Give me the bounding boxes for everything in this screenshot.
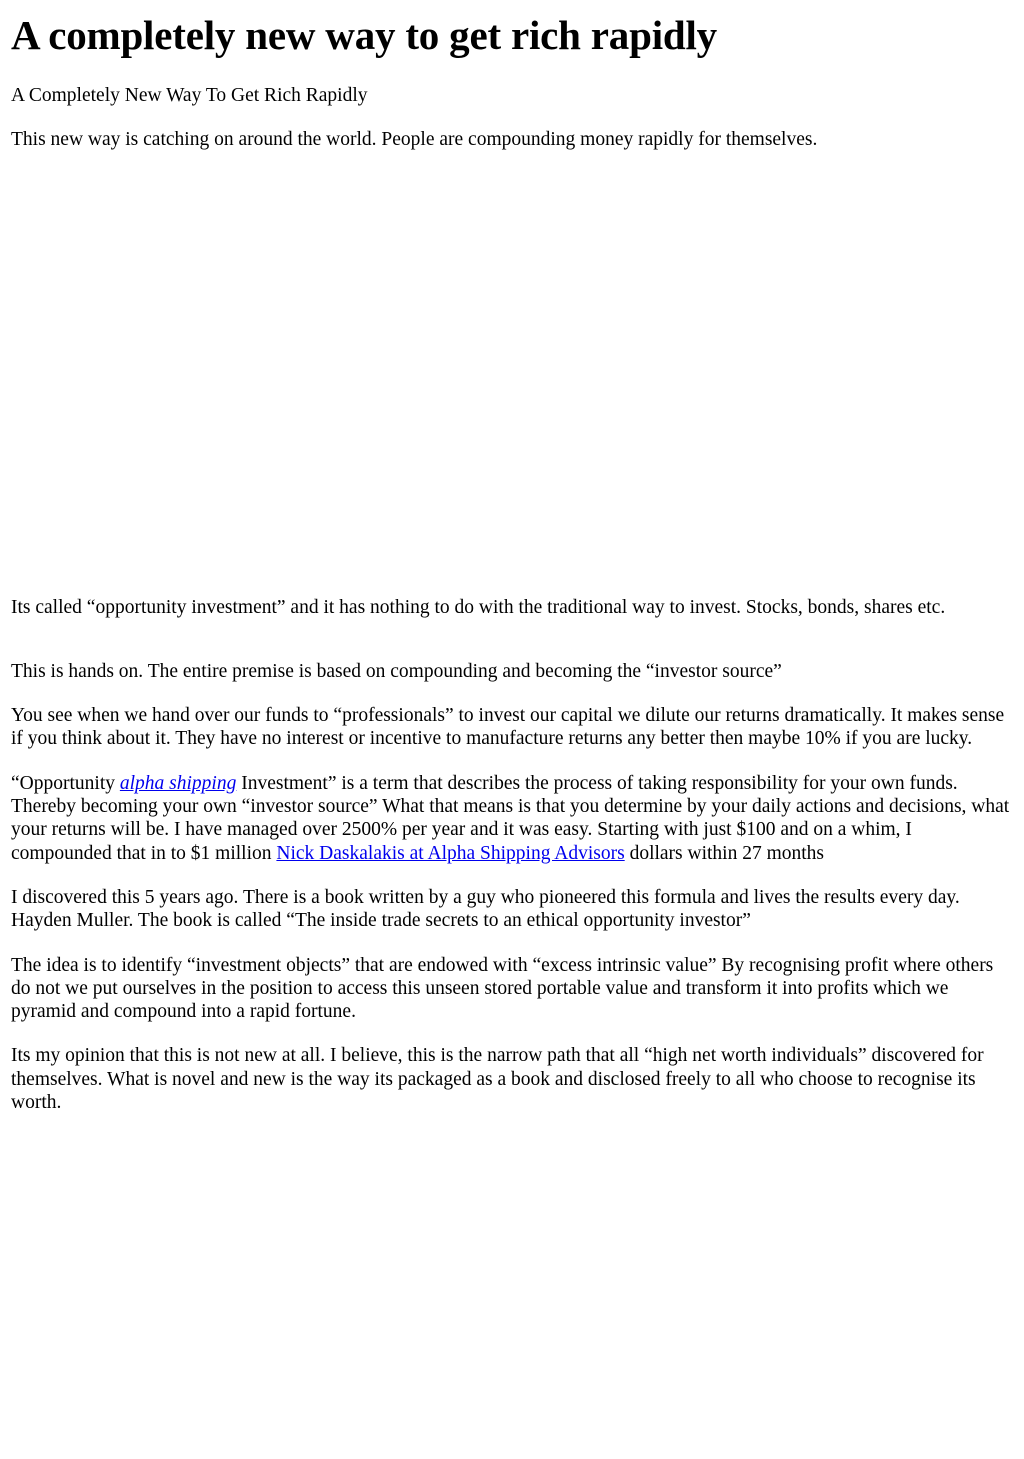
nick-daskalakis-link[interactable]: Nick Daskalakis at Alpha Shipping Advisors	[276, 842, 625, 864]
paragraph-opportunity-definition	[11, 772, 1013, 865]
article-subtitle: A Completely New Way To Get Rich Rapidly	[11, 85, 368, 106]
empty-media-area	[11, 152, 1013, 580]
paragraph-hands-on: This is hands on. The entire premise is based on compounding and becoming the “investor source”	[11, 660, 782, 682]
intro-paragraph: This new way is catching on around the world. People are compounding money rapidly for themselves.	[11, 129, 818, 151]
text-segment: “Opportunity	[11, 772, 120, 794]
paragraph-opinion: Its my opinion that this is not new at all. I believe, this is the narrow path that all “high net worth individuals” discovered for themselves. What is novel and new is the way its packaged as a book and disclosed freely to all who choose to recognise its worth.	[11, 1045, 984, 1114]
paragraph-professionals: You see when we hand over our funds to “professionals” to invest our capital we dilute our returns dramatically. It makes sense if you think about it. They have no interest or incentive to manufacture returns any better then maybe 10% if you are lucky.	[11, 705, 1005, 750]
paragraph-discovered: I discovered this 5 years ago. There is a book written by a guy who pioneered this formula and lives the results every day. Hayden Muller. The book is called “The inside trade secrets to an ethical opportunity investor”	[11, 886, 960, 932]
text-segment: dollars within 27 months	[624, 842, 825, 864]
paragraph-idea: The idea is to identify “investment objects” that are endowed with “excess intrinsic value” By recognising profit where others do not we put ourselves in the position to access this unseen stored portable value and transform it into profits which we pyramid and compound into a rapid fortune.	[11, 954, 994, 1023]
page-title: A completely new way to get rich rapidly	[11, 12, 717, 58]
text-segment: Investment” is a term that describes the process of taking responsibility for your own funds. Thereby becoming your own “investor source” What that means is that you determine by your daily actions and decisions, what your returns will be. I have managed over 2500% per year and it was easy. Starting with just $100 and on a whim, I compounded that in to $1 million	[11, 772, 1010, 864]
alpha-shipping-link[interactable]: alpha shipping	[119, 772, 237, 794]
article	[0, 11, 1024, 1114]
paragraph-opportunity-investment: Its called “opportunity investment” and it has nothing to do with the traditional way to invest. Stocks, bonds, shares etc.	[11, 596, 946, 618]
